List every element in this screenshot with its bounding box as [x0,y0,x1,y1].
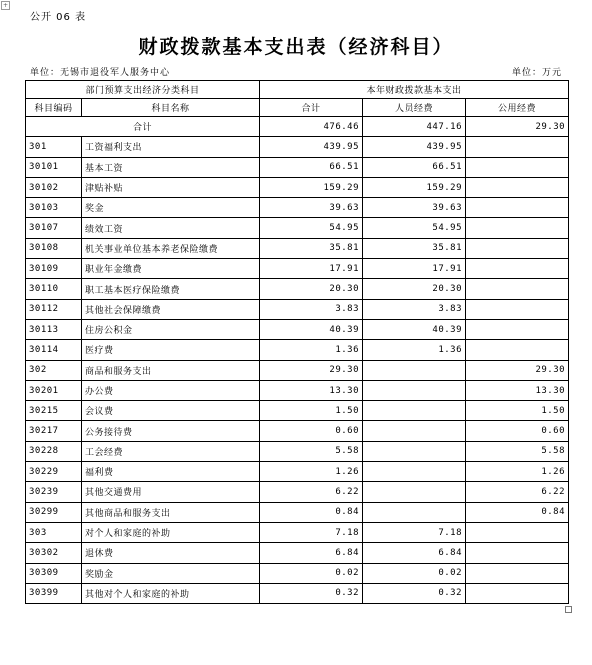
row-public [466,522,569,542]
row-total: 439.95 [260,137,363,157]
row-personnel: 40.39 [363,319,466,339]
row-total: 6.84 [260,543,363,563]
header-group-row [26,81,569,99]
row-public [466,279,569,299]
row-name: 机关事业单位基本养老保险缴费 [82,238,260,258]
row-total: 159.29 [260,177,363,197]
table-row [26,401,569,421]
row-total: 0.60 [260,421,363,441]
row-total: 0.84 [260,502,363,522]
document-code: 公开 06 表 [30,12,87,23]
row-total: 1.36 [260,340,363,360]
row-public: 1.26 [466,462,569,482]
table-row [26,583,569,603]
row-code: 30201 [26,380,82,400]
row-name: 奖励金 [82,563,260,583]
table-row [26,299,569,319]
row-name: 基本工资 [82,157,260,177]
row-name: 商品和服务支出 [82,360,260,380]
table-row [26,340,569,360]
header-public: 公用经费 [466,99,569,117]
table-row [26,502,569,522]
row-total: 66.51 [260,157,363,177]
row-total: 35.81 [260,238,363,258]
row-personnel: 1.36 [363,340,466,360]
table-move-handle[interactable]: + [2,2,9,9]
row-personnel: 3.83 [363,299,466,319]
budget-table [25,80,569,604]
row-personnel: 159.29 [363,177,466,197]
row-personnel: 0.02 [363,563,466,583]
row-name: 退休费 [82,543,260,563]
row-code: 30215 [26,401,82,421]
header-total: 合计 [260,99,363,117]
row-personnel [363,462,466,482]
table-row [26,462,569,482]
row-personnel: 39.63 [363,198,466,218]
row-code: 301 [26,137,82,157]
row-total: 13.30 [260,380,363,400]
row-total: 3.83 [260,299,363,319]
table-row [26,522,569,542]
row-total: 17.91 [260,259,363,279]
row-total: 5.58 [260,441,363,461]
row-personnel [363,380,466,400]
header-name: 科目名称 [82,99,260,117]
row-public [466,177,569,197]
row-public [466,299,569,319]
row-code: 30110 [26,279,82,299]
row-code: 30101 [26,157,82,177]
row-personnel: 54.95 [363,218,466,238]
row-name: 工会经费 [82,441,260,461]
header-personnel: 人员经费 [363,99,466,117]
table-row [26,360,569,380]
row-code: 30239 [26,482,82,502]
row-name: 其他社会保障缴费 [82,299,260,319]
row-total: 1.26 [260,462,363,482]
row-name: 职业年金缴费 [82,259,260,279]
row-name: 福利费 [82,462,260,482]
row-code: 30114 [26,340,82,360]
row-personnel [363,441,466,461]
table-row [26,380,569,400]
row-public [466,157,569,177]
table-row [26,238,569,258]
row-name: 奖金 [82,198,260,218]
row-personnel: 20.30 [363,279,466,299]
row-total: 20.30 [260,279,363,299]
row-total: 0.32 [260,583,363,603]
row-code: 30102 [26,177,82,197]
table-row [26,543,569,563]
row-code: 30299 [26,502,82,522]
row-personnel [363,502,466,522]
row-public [466,319,569,339]
total-label: 合计 [26,117,260,137]
total-public: 29.30 [466,117,569,137]
row-name: 对个人和家庭的补助 [82,522,260,542]
row-public [466,218,569,238]
row-public: 0.84 [466,502,569,522]
row-name: 会议费 [82,401,260,421]
row-total: 39.63 [260,198,363,218]
row-public: 29.30 [466,360,569,380]
row-code: 30229 [26,462,82,482]
row-personnel: 0.32 [363,583,466,603]
table-row [26,441,569,461]
row-name: 其他交通费用 [82,482,260,502]
row-total: 7.18 [260,522,363,542]
row-code: 30107 [26,218,82,238]
row-code: 30302 [26,543,82,563]
row-personnel: 439.95 [363,137,466,157]
row-public [466,543,569,563]
row-code: 30108 [26,238,82,258]
row-code: 30217 [26,421,82,441]
row-name: 公务接待费 [82,421,260,441]
row-public: 0.60 [466,421,569,441]
header-group-right: 本年财政拨款基本支出 [260,81,569,99]
row-public [466,259,569,279]
page-title: 财政拨款基本支出表（经济科目） [138,36,454,58]
row-public [466,137,569,157]
row-personnel: 66.51 [363,157,466,177]
row-total: 6.22 [260,482,363,502]
row-personnel [363,482,466,502]
currency-unit: 单位：万元 [511,68,562,78]
row-code: 30103 [26,198,82,218]
row-personnel: 7.18 [363,522,466,542]
table-row [26,218,569,238]
row-public [466,563,569,583]
row-public: 13.30 [466,380,569,400]
row-public [466,198,569,218]
row-name: 绩效工资 [82,218,260,238]
row-code: 30399 [26,583,82,603]
table-row [26,563,569,583]
row-code: 30113 [26,319,82,339]
row-name: 其他对个人和家庭的补助 [82,583,260,603]
row-public: 6.22 [466,482,569,502]
total-row [26,117,569,137]
row-code: 302 [26,360,82,380]
header-code: 科目编码 [26,99,82,117]
header-group-left: 部门预算支出经济分类科目 [26,81,260,99]
row-code: 303 [26,522,82,542]
row-name: 工资福利支出 [82,137,260,157]
row-name: 办公费 [82,380,260,400]
row-personnel [363,421,466,441]
row-total: 0.02 [260,563,363,583]
row-code: 30112 [26,299,82,319]
row-personnel: 35.81 [363,238,466,258]
table-row [26,259,569,279]
row-name: 其他商品和服务支出 [82,502,260,522]
table-row [26,482,569,502]
header-column-row [26,99,569,117]
organization-unit: 单位：无锡市退役军人服务中心 [30,68,171,78]
row-total: 29.30 [260,360,363,380]
row-personnel [363,401,466,421]
row-name: 医疗费 [82,340,260,360]
table-row [26,157,569,177]
row-name: 津贴补贴 [82,177,260,197]
row-personnel [363,360,466,380]
row-name: 职工基本医疗保险缴费 [82,279,260,299]
table-row [26,319,569,339]
row-total: 40.39 [260,319,363,339]
table-row [26,421,569,441]
table-row [26,198,569,218]
row-public [466,340,569,360]
total-sum: 476.46 [260,117,363,137]
row-total: 1.50 [260,401,363,421]
row-total: 54.95 [260,218,363,238]
row-personnel: 17.91 [363,259,466,279]
table-resize-handle[interactable] [565,606,572,613]
row-name: 住房公积金 [82,319,260,339]
row-code: 30228 [26,441,82,461]
row-public [466,583,569,603]
row-code: 30309 [26,563,82,583]
table-row [26,279,569,299]
row-public: 1.50 [466,401,569,421]
table-row [26,177,569,197]
row-public [466,238,569,258]
row-personnel: 6.84 [363,543,466,563]
row-public: 5.58 [466,441,569,461]
table-row [26,137,569,157]
row-code: 30109 [26,259,82,279]
total-personnel: 447.16 [363,117,466,137]
